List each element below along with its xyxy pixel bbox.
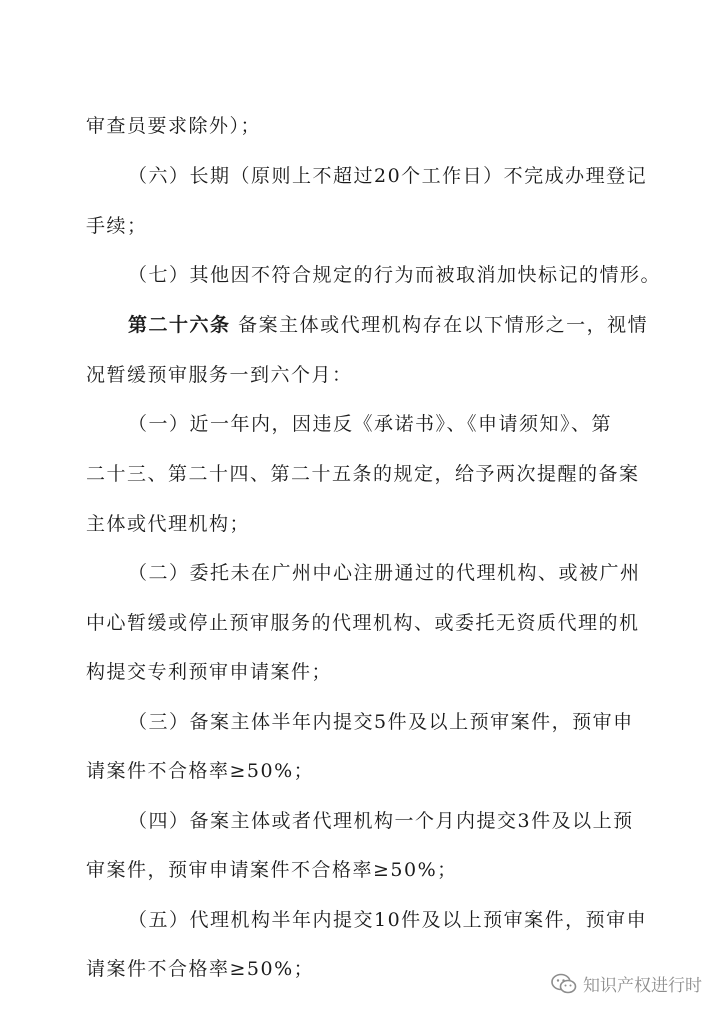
line-text: 二十三、第二十四、第二十五条的规定，给予两次提醒的备案	[86, 463, 640, 485]
text-line	[0, 114, 720, 138]
line-text: 手续；	[86, 215, 148, 237]
text-line	[0, 710, 720, 734]
watermark	[551, 971, 702, 996]
watermark-text: 知识产权进行时	[583, 976, 702, 996]
line-text: 请案件不合格率≥50%；	[86, 760, 315, 782]
line-text: 构提交专利预审申请案件；	[86, 661, 333, 683]
text-line	[0, 759, 720, 783]
wechat-icon	[551, 973, 577, 995]
text-line	[0, 858, 720, 882]
text-line	[0, 611, 720, 635]
text-line	[0, 809, 720, 833]
text-line	[0, 512, 720, 536]
line-text: 中心暂缓或停止预审服务的代理机构、或委托无资质代理的机	[86, 612, 640, 634]
line-text: （三）备案主体半年内提交5件及以上预审案件，预审申	[128, 711, 634, 733]
text-line	[0, 660, 720, 684]
article-heading: 第二十六条	[128, 314, 231, 336]
text-line	[0, 908, 720, 932]
line-text: （七）其他因不符合规定的行为而被取消加快标记的情形。	[128, 264, 662, 286]
line-text: （四）备案主体或者代理机构一个月内提交3件及以上预	[128, 810, 634, 832]
article-line	[0, 313, 720, 337]
line-text: （二）委托未在广州中心注册通过的代理机构、或被广州	[128, 562, 641, 584]
text-line	[0, 561, 720, 585]
text-line	[0, 412, 720, 436]
text-line	[0, 164, 720, 188]
line-text: （一）近一年内，因违反《承诺书》、《申请须知》、第	[128, 413, 613, 435]
line-text: 审查员要求除外）；	[86, 115, 262, 137]
line-text: 审案件，预审申请案件不合格率≥50%；	[86, 859, 458, 881]
text-line	[0, 263, 720, 287]
text-line	[0, 214, 720, 238]
line-text: 备案主体或代理机构存在以下情形之一，视情	[238, 314, 649, 336]
text-line	[0, 363, 720, 387]
line-text: 请案件不合格率≥50%；	[86, 958, 315, 980]
text-line	[0, 462, 720, 486]
line-text: （六）长期（原则上不超过20个工作日）不完成办理登记	[128, 165, 648, 187]
line-text: 主体或代理机构；	[86, 513, 251, 535]
line-text: （五）代理机构半年内提交10件及以上预审案件，预审申	[128, 909, 648, 931]
line-text: 况暂缓预审服务一到六个月：	[86, 364, 353, 386]
